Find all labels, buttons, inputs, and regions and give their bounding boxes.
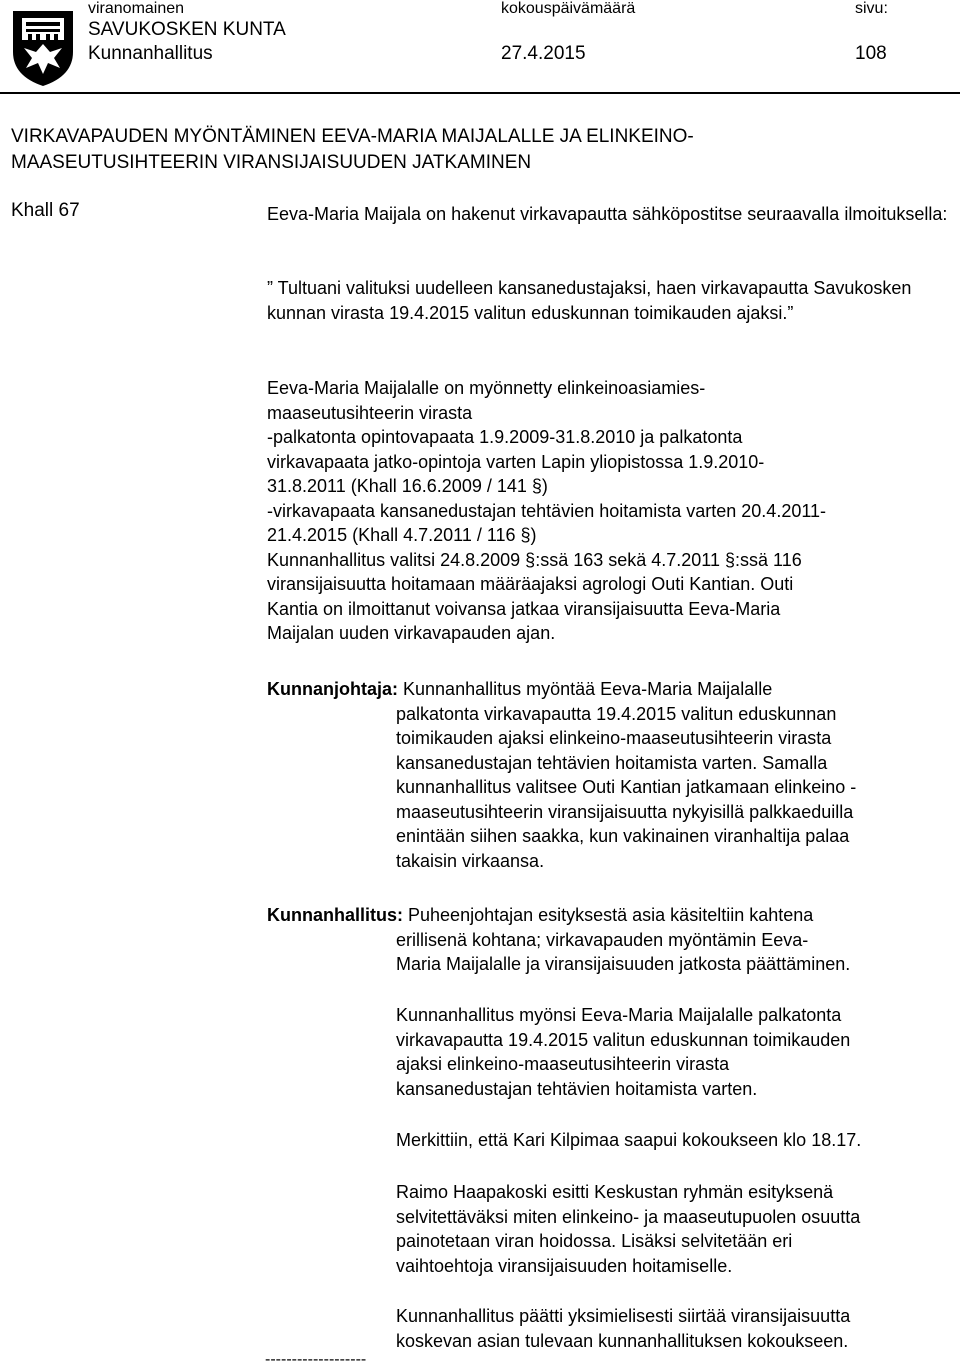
history-line: Kunnanhallitus valitsi 24.8.2009 §:ssä 163 sekä 4.7.2011 §:ssä 116 xyxy=(267,549,802,570)
decision-line: erillisenä kohtana; virkavapauden myöntämin Eeva- xyxy=(396,929,809,950)
paragraph-line: Kunnanhallitus myönsi Eeva-Maria Maijalalle palkatonta xyxy=(396,1005,842,1025)
paragraph-line: virkavapautta 19.4.2015 valitun eduskunnan toimikauden xyxy=(396,1029,851,1050)
decision-line: Maria Maijalalle ja viransijaisuuden jatkosta päättäminen. xyxy=(396,954,851,974)
proposal-line: Kunnanhallitus myöntää Eeva-Maria Maijalalle xyxy=(403,679,773,699)
proposal-line: takaisin virkaansa. xyxy=(396,850,545,871)
proposal-line: kunnanhallitus valitsee Outi Kantian jatkamaan elinkeino - xyxy=(396,777,857,797)
paragraph-line: koskevan asian tulevaan kunnanhallituksen kokoukseen. xyxy=(396,1330,849,1351)
proposal-line: palkatonta virkavapautta 19.4.2015 valitun eduskunnan xyxy=(396,703,837,724)
paragraph-line: selvitettäväksi miten elinkeino- ja maaseutupuolen osuutta xyxy=(396,1206,861,1227)
history-line: -palkatonta opintovapaata 1.9.2009-31.8.2010 ja palkatonta xyxy=(267,427,743,447)
decision-line: Puheenjohtajan esityksestä asia käsiteltiin kahtena xyxy=(408,905,814,925)
page-number: 108 xyxy=(855,43,887,64)
arrival-note: Merkittiin, että Kari Kilpimaa saapui kokoukseen klo 18.17. xyxy=(396,1130,862,1150)
header-authority-label: viranomainen xyxy=(88,0,185,17)
paragraph-line: vaihtoehtoja viransijaisuuden hoitamiselle. xyxy=(396,1255,733,1276)
history-line: 21.4.2015 (Khall 4.7.2011 / 116 §) xyxy=(267,525,537,545)
history-line: virkavapaata jatko-opintoja varten Lapin yliopistossa 1.9.2010- xyxy=(267,451,765,472)
section-label: Khall 67 xyxy=(11,200,80,221)
history-line: maaseutusihteerin virasta xyxy=(267,402,473,423)
paragraph-line: kansanedustajan tehtävien hoitamista varten. xyxy=(396,1078,758,1099)
title-line-2: MAASEUTUSIHTEERIN VIRANSIJAISUUDEN JATKAMINEN xyxy=(11,152,532,173)
header-page-label: sivu: xyxy=(855,0,888,17)
header-divider xyxy=(0,92,960,94)
history-line: Kantia on ilmoittanut voivansa jatkaa viransijaisuutta Eeva-Maria xyxy=(267,598,781,619)
decision-text-paragraph xyxy=(396,1003,956,1101)
document-title xyxy=(11,124,951,176)
paragraph-line: Raimo Haapakoski esitti Keskustan ryhmän esityksenä xyxy=(396,1182,834,1202)
paragraph-line: painotetaan viran hoidossa. Lisäksi selvitetään eri xyxy=(396,1231,793,1251)
proposal-line: kansanedustajan tehtävien hoitamista varten. Samalla xyxy=(396,752,828,773)
decision-paragraph xyxy=(267,903,957,977)
proposal-label: Kunnanjohtaja: xyxy=(267,679,398,699)
history-line: Maijalan uuden virkavapauden ajan. xyxy=(267,623,556,643)
header-date-label: kokouspäivämäärä xyxy=(501,0,636,17)
proposal-line: maaseutusihteerin viransijaisuutta nykyisillä palkkaeduilla xyxy=(396,801,854,822)
proposal-line: toimikauden ajaksi elinkeino-maaseutusihteerin virasta xyxy=(396,728,832,748)
paragraph-line: Kunnanhallitus päätti yksimielisesti siirtää viransijaisuutta xyxy=(396,1306,851,1326)
org-name: SAVUKOSKEN KUNTA xyxy=(88,19,286,40)
proposal-note-paragraph xyxy=(396,1180,956,1278)
body-name: Kunnanhallitus xyxy=(88,43,213,64)
proposal-paragraph xyxy=(267,677,957,873)
proposal-line: enintään siihen saakka, kun vakinainen viranhaltija palaa xyxy=(396,826,850,846)
intro-paragraph: Eeva-Maria Maijala on hakenut virkavapautta sähköpostitse seuraavalla ilmoituksella: xyxy=(267,204,948,224)
coat-of-arms-icon xyxy=(10,8,76,88)
history-line: viransijaisuutta hoitamaan määräajaksi agrologi Outi Kantian. Outi xyxy=(267,574,794,594)
quote-paragraph: ” Tultuani valituksi uudelleen kansanedustajaksi, haen virkavapautta Savukosken kunnan virasta 19.4.2015 valitun eduskunnan toimikauden ajaksi.” xyxy=(267,278,912,323)
meeting-date: 27.4.2015 xyxy=(501,43,586,64)
decision-label: Kunnanhallitus: xyxy=(267,905,403,925)
history-line: -virkavapaata kansanedustajan tehtävien hoitamista varten 20.4.2011- xyxy=(267,500,827,521)
history-paragraph xyxy=(267,376,957,646)
history-line: Eeva-Maria Maijalalle on myönnetty elinkeinoasiamies- xyxy=(267,378,706,398)
logo xyxy=(10,8,76,88)
final-decision-paragraph xyxy=(396,1304,956,1353)
title-line-1: VIRKAVAPAUDEN MYÖNTÄMINEN EEVA-MARIA MAIJALALLE JA ELINKEINO- xyxy=(11,126,694,147)
history-line: 31.8.2011 (Khall 16.6.2009 / 141 §) xyxy=(267,476,548,496)
paragraph-line: ajaksi elinkeino-maaseutusihteerin virasta xyxy=(396,1054,730,1074)
separator-line: ------------------- xyxy=(265,1351,367,1368)
